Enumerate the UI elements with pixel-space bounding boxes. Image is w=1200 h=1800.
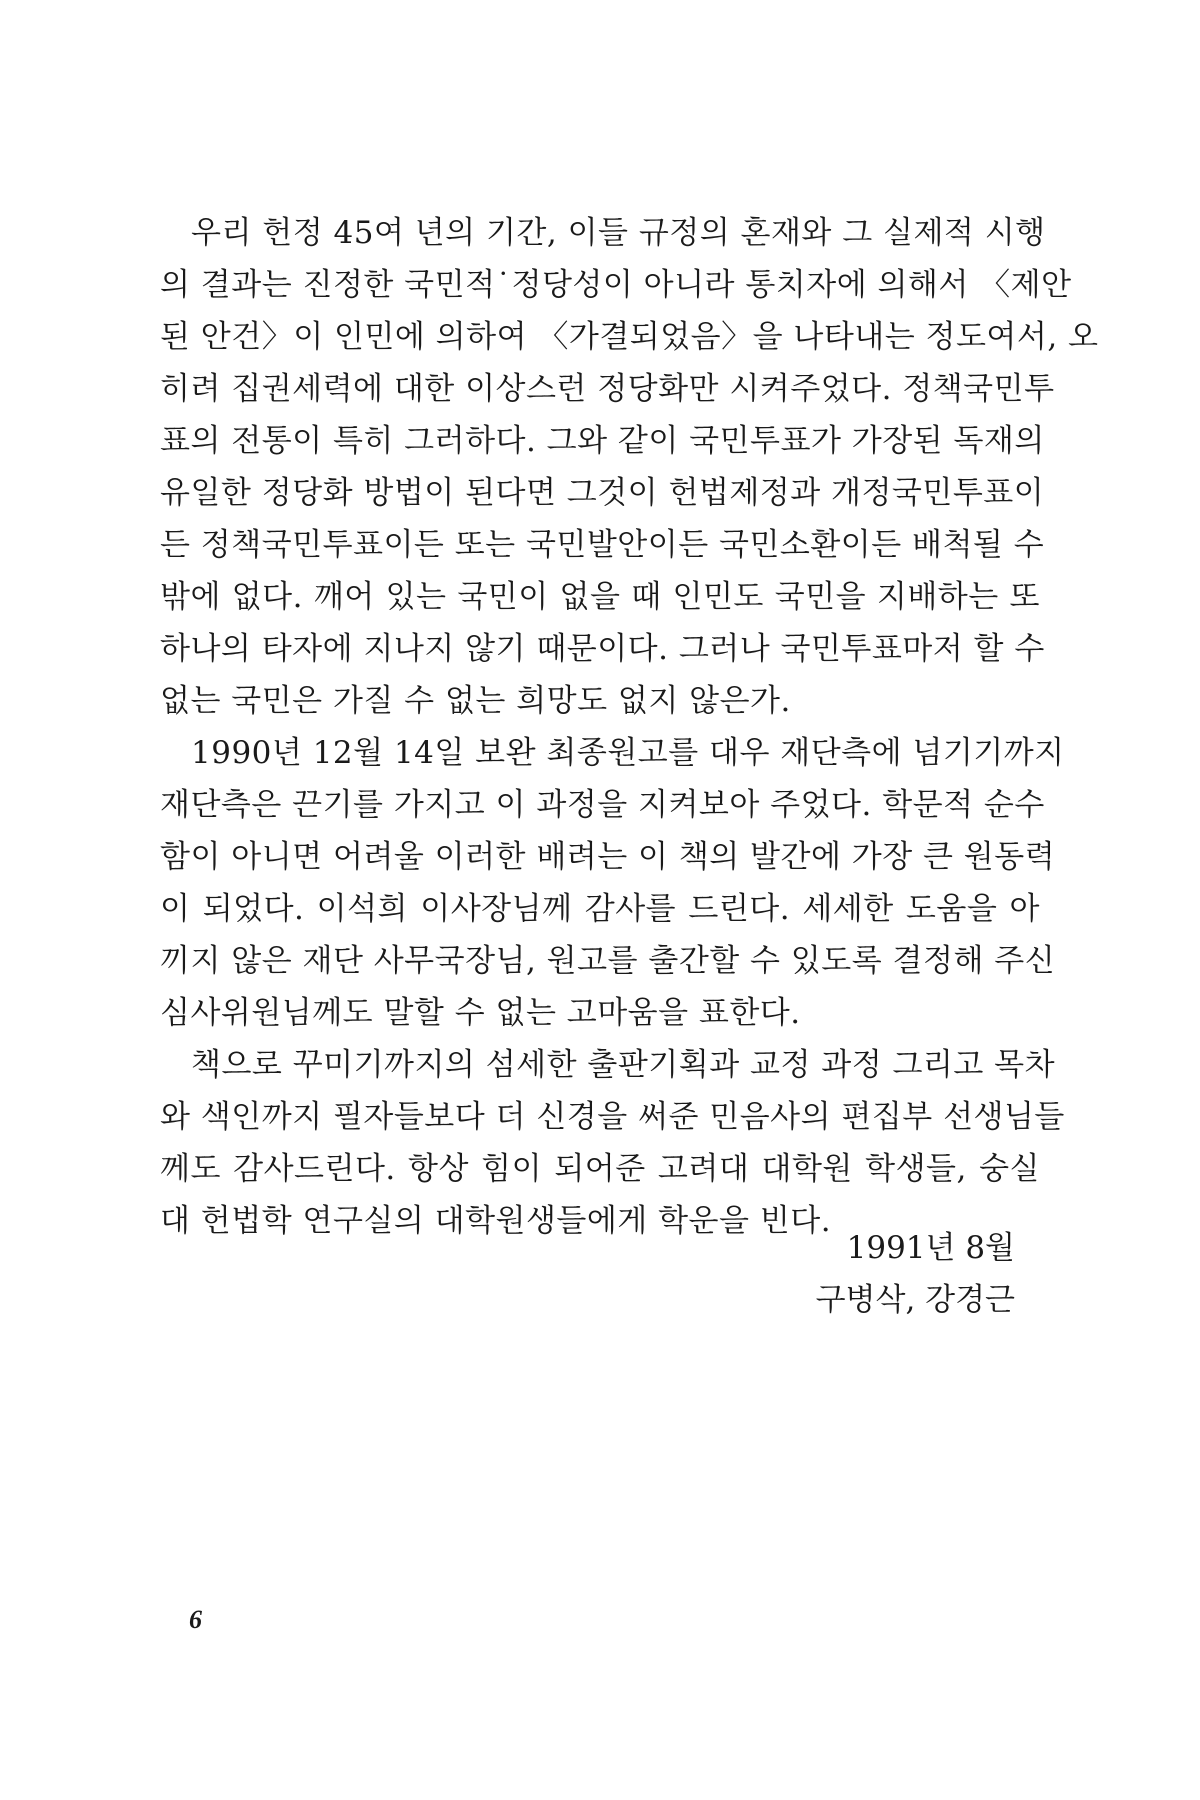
signoff xyxy=(816,1222,1015,1326)
paragraph-2 xyxy=(160,727,1065,1039)
signoff-authors: 구병삭, 강경근 xyxy=(815,1282,1015,1318)
text-line: 밖에 없다. 깨어 있는 국민이 없을 때 인민도 국민을 지배하는 또 xyxy=(160,579,1040,615)
signoff-date: 1991년 8월 xyxy=(846,1230,1015,1266)
text-line: 대 헌법학 연구실의 대학원생들에게 학운을 빈다. xyxy=(160,1203,832,1239)
text-line: 의 결과는 진정한 국민적˙정당성이 아니라 통치자에 의해서 〈제안 xyxy=(160,267,1072,303)
text-line: 함이 아니면 어려울 이러한 배려는 이 책의 발간에 가장 큰 원동력 xyxy=(160,839,1056,875)
text-line: 된 안건〉이 인민에 의하여 〈가결되었음〉을 나타내는 정도여서, 오 xyxy=(160,319,1099,355)
text-line: 히려 집권세력에 대한 이상스런 정당화만 시켜주었다. 정책국민투 xyxy=(160,371,1055,407)
text-line: 책으로 꾸미기까지의 섬세한 출판기획과 교정 과정 그리고 목차 xyxy=(191,1047,1056,1083)
text-line: 심사위원님께도 말할 수 없는 고마움을 표한다. xyxy=(160,995,801,1031)
paragraph-1 xyxy=(160,207,1099,727)
text-line: 께도 감사드린다. 항상 힘이 되어준 고려대 대학원 학생들, 숭실 xyxy=(160,1151,1040,1187)
text-line: 하나의 타자에 지나지 않기 때문이다. 그러나 국민투표마저 할 수 xyxy=(160,631,1045,667)
preface-body xyxy=(160,207,1099,1247)
text-line: 재단측은 끈기를 가지고 이 과정을 지켜보아 주었다. 학문적 순수 xyxy=(160,787,1045,823)
text-line: 우리 헌정 45여 년의 기간, 이들 규정의 혼재와 그 실제적 시행 xyxy=(191,215,1046,251)
text-line: 1990년 12월 14일 보완 최종원고를 대우 재단측에 넘기기까지 xyxy=(191,735,1065,771)
text-line: 이 되었다. 이석희 이사장님께 감사를 드린다. 세세한 도움을 아 xyxy=(160,891,1040,927)
text-line: 유일한 정당화 방법이 된다면 그것이 헌법제정과 개정국민투표이 xyxy=(160,475,1045,511)
page-number: 6 xyxy=(189,1605,202,1634)
text-line: 끼지 않은 재단 사무국장님, 원고를 출간할 수 있도록 결정해 주신 xyxy=(160,943,1056,979)
text-line: 든 정책국민투표이든 또는 국민발안이든 국민소환이든 배척될 수 xyxy=(160,527,1045,563)
text-line: 표의 전통이 특히 그러하다. 그와 같이 국민투표가 가장된 독재의 xyxy=(160,423,1045,459)
paragraph-3 xyxy=(160,1039,1065,1247)
text-line: 없는 국민은 가질 수 없는 희망도 없지 않은가. xyxy=(160,683,791,719)
text-line: 와 색인까지 필자들보다 더 신경을 써준 민음사의 편집부 선생님들 xyxy=(160,1099,1065,1135)
